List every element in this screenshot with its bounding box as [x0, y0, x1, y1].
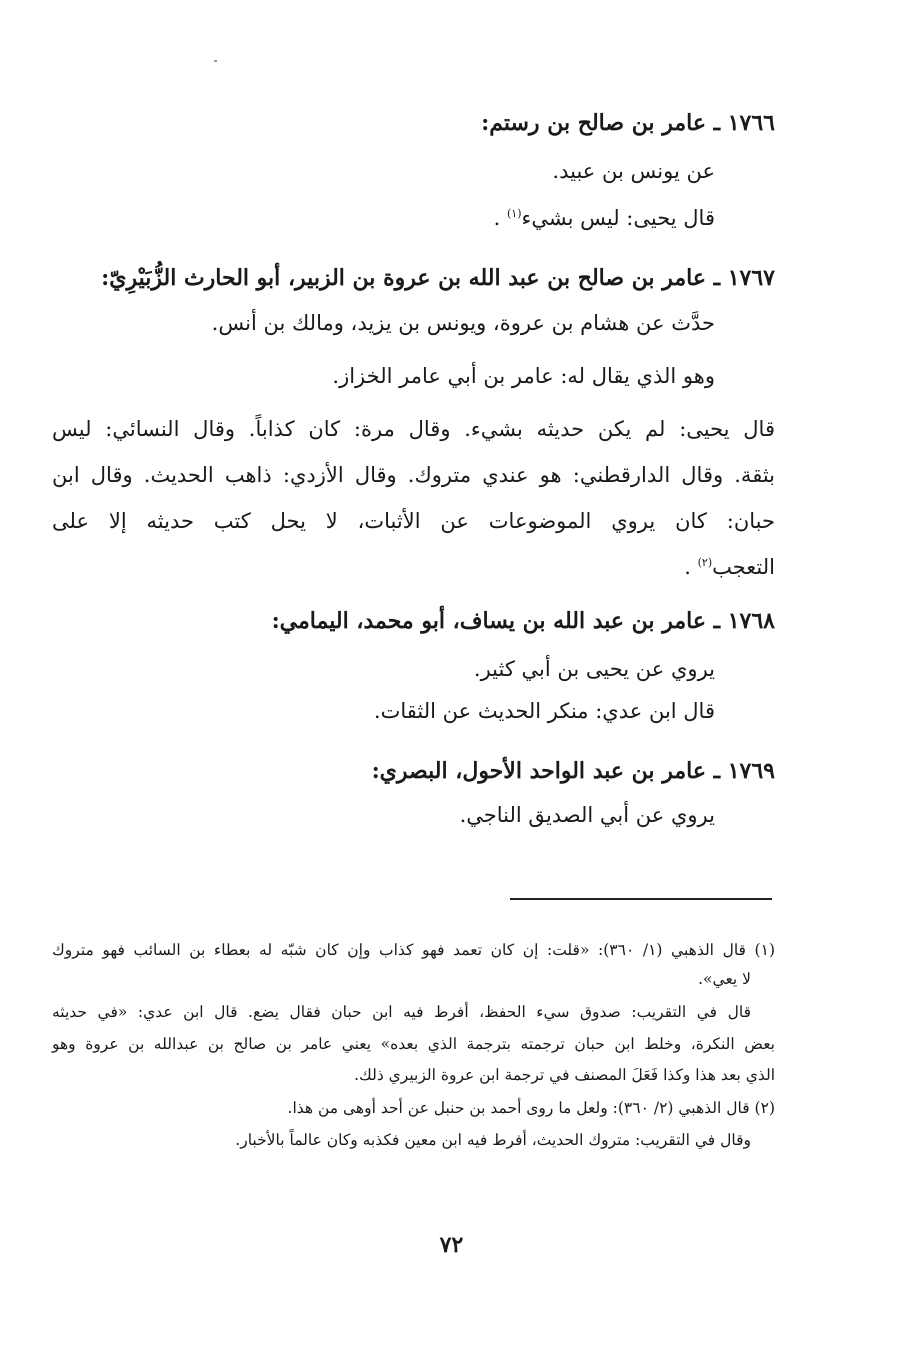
entry-heading-1766: ١٧٦٦ ـ عامر بن صالح بن رستم: — [481, 110, 775, 136]
paragraph-line: قال يحيى: لم يكن حديثه بشيء. وقال مرة: كان كذاباً. وقال النسائي: ليس — [52, 417, 775, 441]
footnote-ref-2: (٢) — [697, 556, 713, 569]
paragraph-line: حبان: كان يروي الموضوعات عن الأثبات، لا يحل كتب حديثه إلا على — [52, 509, 775, 533]
footnote-line: الذي بعد هذا وكذا فَعَلَ المصنف في ترجمة ابن عروة الزبيري ذلك. — [354, 1066, 775, 1084]
footnote-line: (٢) قال الذهبي (٢/ ٣٦٠): ولعل ما روى أحمد بن حنبل عن أحد أوهى من هذا. — [287, 1099, 775, 1117]
paragraph-line: التعجب$^{(٢)}$ . — [684, 555, 775, 579]
footnote-line: لا يعي». — [698, 970, 751, 988]
entry-line: وهو الذي يقال له: عامر بن أبي عامر الخزاز. — [332, 364, 715, 388]
footnote-line: وقال في التقريب: متروك الحديث، أفرط فيه ابن معين فكذبه وكان عالماً بالأخبار. — [235, 1131, 751, 1149]
entry-line: حدَّث عن هشام بن عروة، ويونس بن يزيد، ومالك بن أنس. — [211, 311, 715, 335]
paragraph-line: بثقة. وقال الدارقطني: هو عندي متروك. وقال الأزدي: ذاهب الحديث. وقال ابن — [52, 463, 775, 487]
footnote-ref-1: (١) — [506, 207, 522, 220]
entry-line: قال يحيى: ليس بشيء$^{(١)}$ . — [493, 206, 715, 230]
footnote-separator — [510, 898, 772, 900]
entry-heading-1767: ١٧٦٧ ـ عامر بن صالح بن عبد الله بن عروة بن الزبير، أبو الحارث الزُّبَيْرِيّ: — [101, 265, 775, 291]
entry-line: قال ابن عدي: منكر الحديث عن الثقات. — [373, 699, 715, 723]
entry-line: يروي عن يحيى بن أبي كثير. — [473, 657, 715, 681]
footnote-line: (١) قال الذهبي (١/ ٣٦٠): «قلت: إن كان تعمد فهو كذاب وإن كان شبّه له بعطاء بن السائب فهو متروك — [52, 941, 775, 959]
entry-line: عن يونس بن عبيد. — [552, 159, 715, 183]
entry-line: يروي عن أبي الصديق الناجي. — [459, 803, 715, 827]
entry-heading-1768: ١٧٦٨ ـ عامر بن عبد الله بن يساف، أبو محمد، اليمامي: — [271, 608, 775, 634]
scan-speck — [214, 60, 217, 62]
footnote-line: بعض النكرة، وخلط ابن حبان ترجمته بترجمة الذي بعده» يعني عامر بن صالح بن عبدالله بن عروة وهو — [52, 1035, 775, 1053]
footnote-line: قال في التقريب: صدوق سيء الحفظ، أفرط فيه ابن حبان فقال يضع. قال ابن عدي: «في حديثه — [52, 1003, 751, 1021]
entry-heading-1769: ١٧٦٩ ـ عامر بن عبد الواحد الأحول، البصري: — [371, 758, 775, 784]
page-number: ٧٢ — [439, 1232, 464, 1258]
